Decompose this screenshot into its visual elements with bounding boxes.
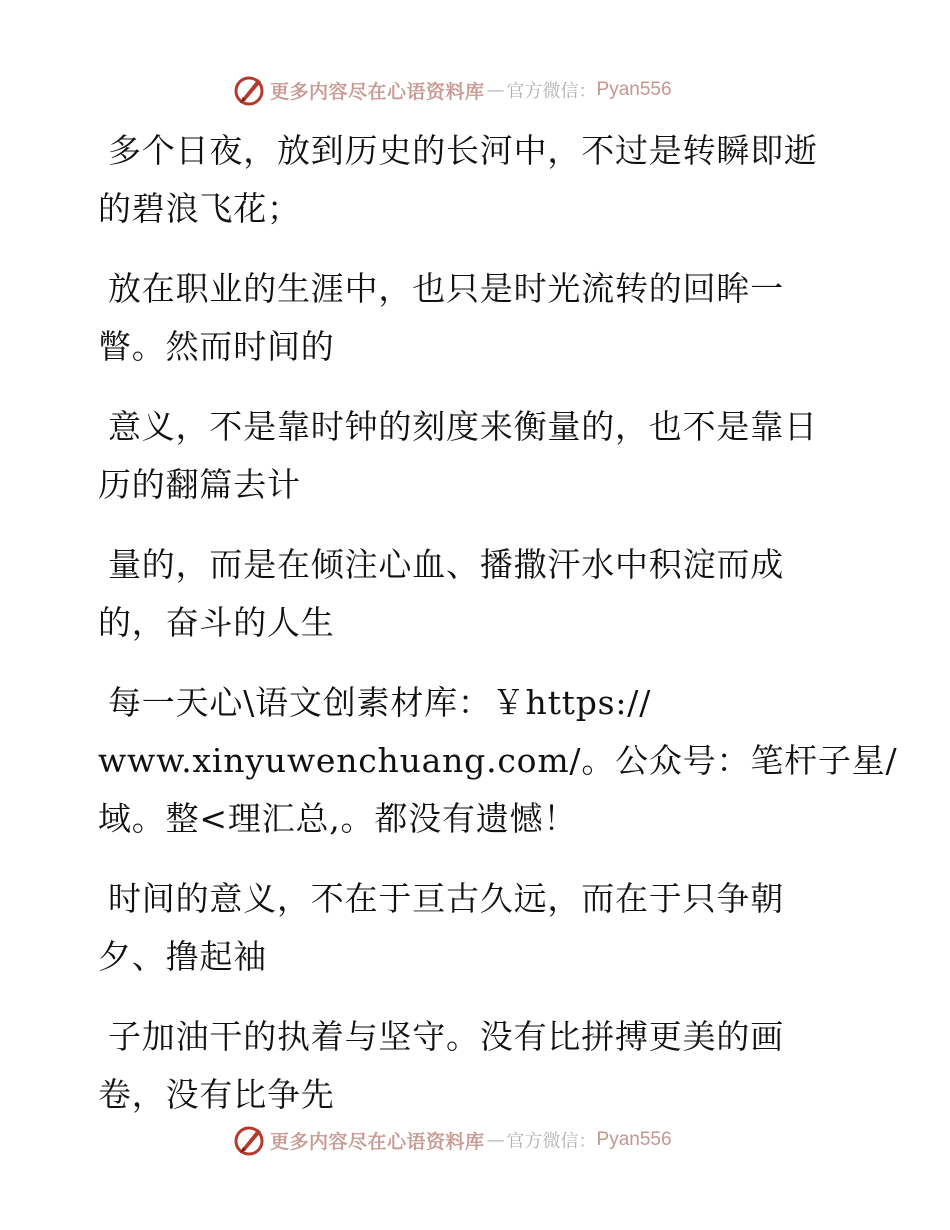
paragraph-4 [98, 536, 878, 652]
paragraph-line: 的碧浪飞花； [98, 189, 301, 228]
paragraph-5 [98, 674, 898, 848]
paragraph-7 [98, 1008, 878, 1124]
header-banner [232, 72, 732, 108]
footer-banner [232, 1122, 732, 1158]
paragraph-line: 意义，不是靠时钟的刻度来衡量的，也不是靠日 [108, 407, 818, 446]
paragraph-3 [98, 398, 878, 514]
paragraph-line: 量的，而是在倾注心血、播撒汗水中积淀而成 [108, 545, 784, 584]
header-brand-text: 更多内容尽在心语资料库 [270, 80, 485, 103]
paragraph-line: 域。整<理汇总,。都没有遗憾！ [98, 799, 578, 838]
paragraph-2 [98, 260, 878, 376]
header-dash: — [486, 79, 505, 101]
paragraph-line: 的，奋斗的人生 [98, 603, 335, 642]
quill-logo-icon [232, 73, 266, 107]
paragraph-line: 子加油干的执着与坚守。没有比拼搏更美的画 [108, 1017, 784, 1056]
footer-brand-text: 更多内容尽在心语资料库 [270, 1130, 485, 1153]
paragraph-line: 时间的意义，不在于亘古久远，而在于只争朝 [108, 879, 784, 918]
paragraph-6 [98, 870, 878, 986]
document-body [98, 122, 898, 1146]
paragraph-line: 卷，没有比争先 [98, 1075, 335, 1114]
header-wechat-id: Pyan556 [596, 79, 672, 100]
paragraph-line: 历的翻篇去计 [98, 465, 301, 504]
paragraph-1 [98, 122, 878, 238]
header-wechat-label: 官方微信： [506, 81, 597, 102]
paragraph-line: 夕、撸起袖 [98, 937, 267, 976]
paragraph-line: 多个日夜，放到历史的长河中，不过是转瞬即逝 [108, 131, 818, 170]
paragraph-line: 每一天心\语文创素材库：￥https:// [108, 683, 652, 722]
paragraph-line: 放在职业的生涯中，也只是时光流转的回眸一 [108, 269, 784, 308]
paragraph-line: www.xinyuwenchuang.com/。公众号：笔杆子星/ [98, 741, 898, 780]
footer-dash: — [486, 1129, 505, 1151]
quill-logo-icon [232, 1123, 266, 1157]
paragraph-line: 瞥。然而时间的 [98, 327, 335, 366]
footer-wechat-id: Pyan556 [596, 1129, 672, 1150]
footer-wechat-label: 官方微信： [506, 1131, 597, 1152]
